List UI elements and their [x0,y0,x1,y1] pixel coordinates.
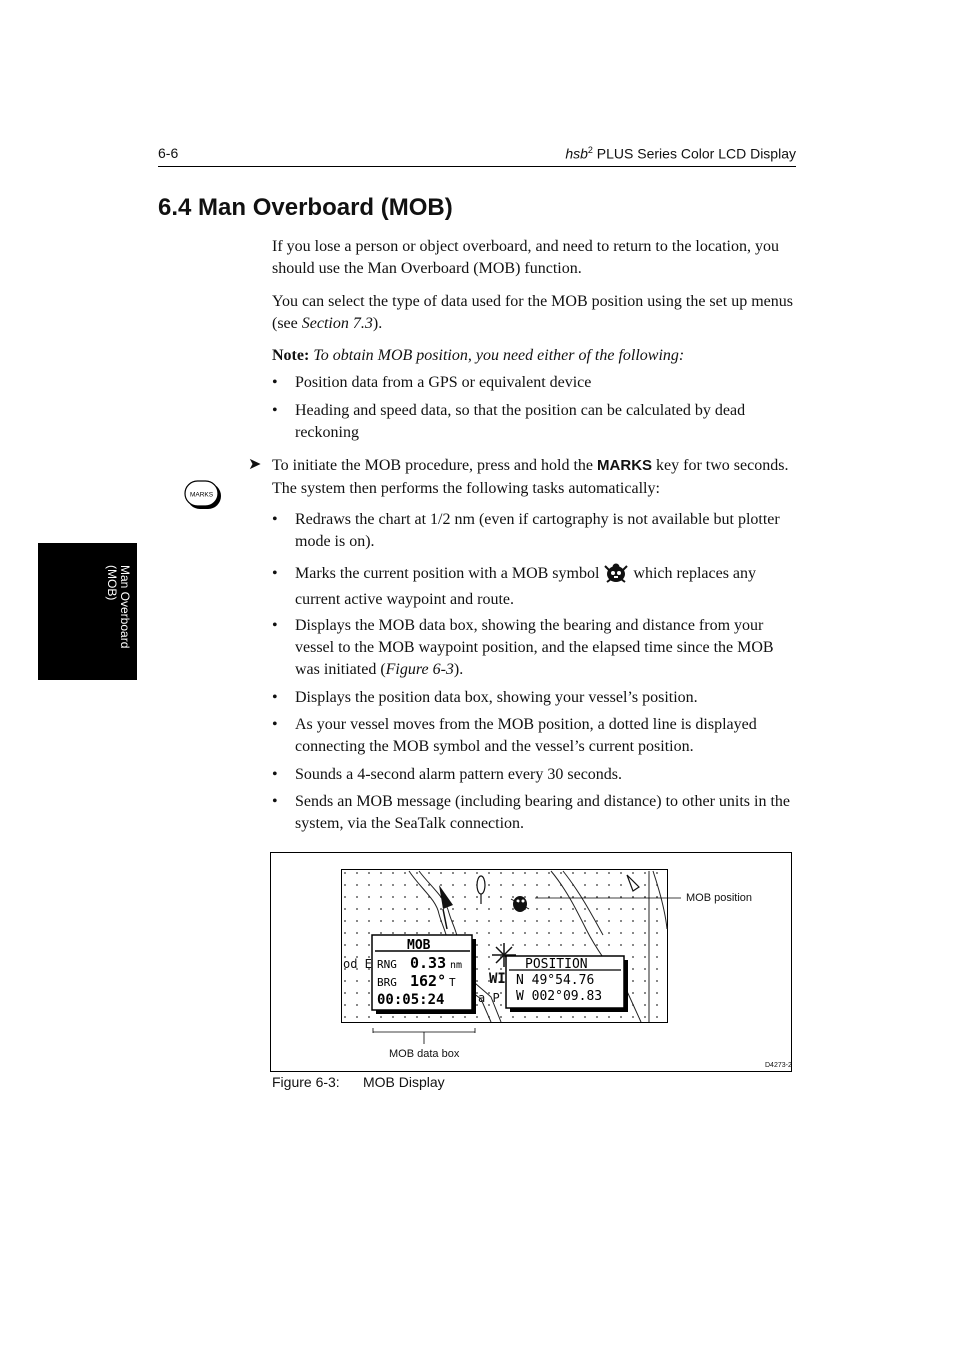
figure-reference: Figure 6-3 [385,661,454,678]
brg-value: 162° [410,972,447,990]
task2-after: which replaces any current active waypoint and route. [295,565,757,608]
drawing-id: D4273-2 [765,1062,792,1069]
task-text: Sounds a 4-second alarm pattern every 30 seconds. [295,766,623,783]
task-bullet-1: • Redraws the chart at 1/2 nm (even if cartography is not available but plotter mode is on). [272,509,797,553]
intro-p2-text: You can select the type of data used for the MOB position using the set up menus (see [272,293,793,332]
intro-paragraph-1: If you lose a person or object overboard, and need to return to the location, you should use the Man Overboard (MOB) function. [272,238,779,277]
figure-callout-lines [270,852,792,1072]
running-title [565,145,796,162]
mob-position-callout: MOB position [686,892,753,904]
page-number: 6-6 [158,145,179,161]
section-reference: Section 7.3 [301,315,373,332]
task2-before: Marks the current position with a MOB symbol [295,565,604,582]
brg-label: BRG [377,976,397,989]
section-title: 6.4 Man Overboard (MOB) [158,194,453,221]
chart-label-low: a P [478,991,500,1005]
intro-paragraph-2 [272,291,797,335]
task-bullet-7: • Sends an MOB message (including bearing and distance) to other units in the system, via the SeaTalk connection. [272,791,797,835]
rng-value: 0.33 [410,954,447,972]
side-tab-line2: (MOB) [105,565,119,601]
task-text: As your vessel moves from the MOB position, a dotted line is displayed connecting the MOB symbol and the vessel’s current position. [295,716,757,755]
procedure-text-before: To initiate the MOB procedure, press and hold the [272,457,598,474]
chart-label-left: od E [343,957,372,971]
task-bullet-4: • Displays the position data box, showing your vessel’s position. [272,687,797,709]
rng-label: RNG [377,958,397,971]
latitude: N 49°54.76 [516,973,595,988]
note-bullet-1: • Position data from a GPS or equivalent device [272,372,797,394]
task-text [295,615,797,681]
marks-key-name: MARKS [597,457,653,474]
marks-key-icon [184,480,222,510]
task-text: Sends an MOB message (including bearing and distance) to other units in the system, via the SeaTalk connection. [295,793,791,832]
task-text [295,561,797,613]
task3-before: Displays the MOB data box, showing the bearing and distance from your vessel to the MOB waypoint position, and the elapsed time since the MOB was initiated ( [295,617,774,678]
chapter-side-tab[interactable] [38,543,137,680]
note-label: Note: [272,347,310,364]
note-bullet-text: Heading and speed data, so that the position can be calculated by dead reckoning [295,402,746,441]
procedure-step [272,454,797,500]
mob-symbol-icon [603,562,629,584]
intro-p2-end: ). [372,315,383,332]
mob-data-box-callout: MOB data box [389,1048,460,1060]
note-text: To obtain MOB position, you need either of the following: [309,347,685,364]
task-text: Displays the position data box, showing your vessel’s position. [295,689,698,706]
product-superscript: 2 [587,145,593,155]
figure-caption-number: Figure 6-3: [272,1074,340,1090]
side-tab-line1: Man Overboard [118,565,132,649]
mob-box-title: MOB [407,938,431,953]
procedure-text-after: key for two seconds. The system then performs the following tasks automatically: [272,457,789,497]
task-bullet-5: • As your vessel moves from the MOB position, a dotted line is displayed connecting the MOB symbol and the vessel’s current position. [272,714,797,758]
task-bullet-3: • Displays the MOB data box, showing the bearing and distance from your vessel to the MOB waypoint position, and the elapsed time since the MOB was initiated (Figure 6-3). [272,615,797,681]
procedure-arrow: ➤ [248,456,262,473]
note-bullet-text: Position data from a GPS or equivalent device [295,374,592,391]
note-bullet-2: • Heading and speed data, so that the position can be calculated by dead reckoning [272,400,797,444]
task-bullet-2: • Marks the current position with a MOB symbol which replaces any current active waypoint and route. [272,561,797,613]
marks-key-label: MARKS [189,491,214,499]
product-prefix: hsb [565,145,588,162]
product-title: PLUS Series Color LCD Display [592,145,796,162]
task-bullet-6: • Sounds a 4-second alarm pattern every 30 seconds. [272,764,797,786]
position-box-title: POSITION [525,957,588,972]
task3-after: ). [453,661,464,678]
longitude: W 002°09.83 [516,989,603,1004]
header-rule [158,166,796,167]
brg-unit: T [449,976,456,989]
elapsed-time: 00:05:24 [377,992,445,1008]
rng-unit: nm [450,960,463,971]
side-tab-label [105,565,131,648]
note [272,345,797,367]
chart-label-mid: WI [489,971,506,987]
figure-caption-title: MOB Display [363,1074,445,1090]
task-text: Redraws the chart at 1/2 nm (even if cartography is not available but plotter mode is on). [295,511,780,550]
